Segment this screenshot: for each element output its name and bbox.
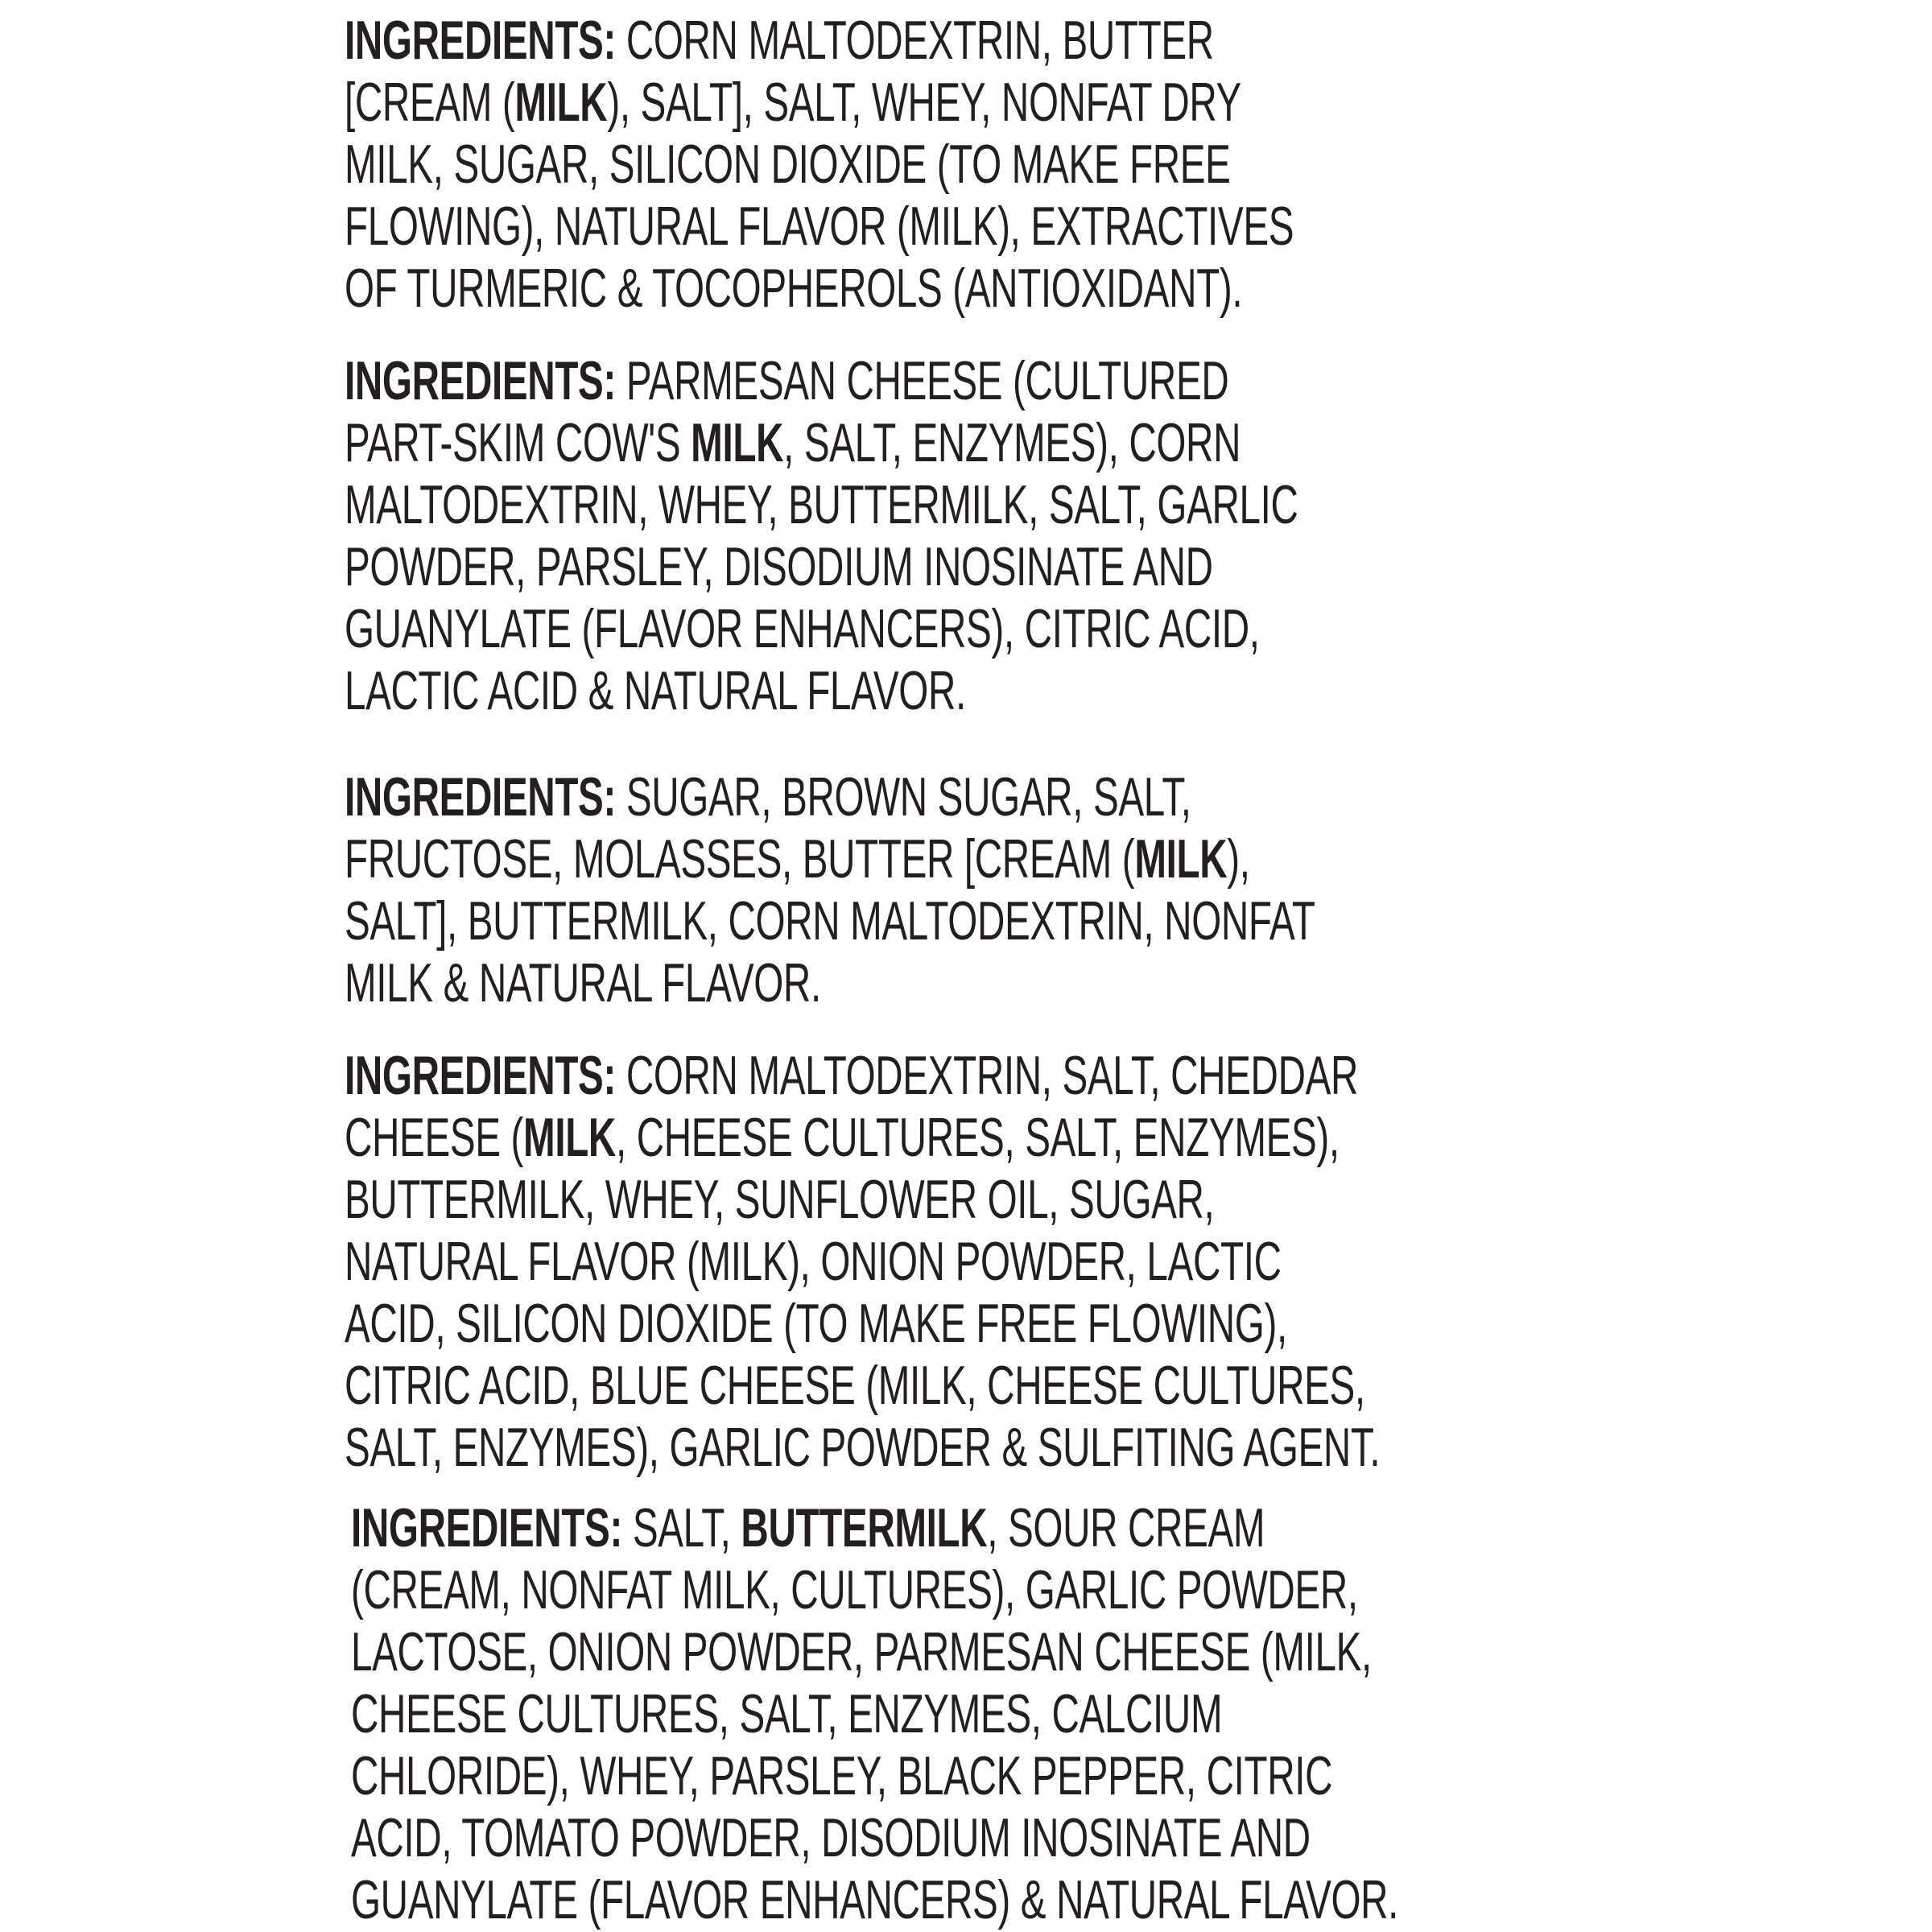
- ingredient-line: [345, 196, 1294, 258]
- text-segment: [CREAM (: [345, 72, 515, 133]
- ingredient-panel-3: [345, 766, 1552, 1014]
- ingredient-line: [351, 1497, 1265, 1559]
- bold-text: INGREDIENTS:: [351, 1497, 622, 1558]
- text-segment: FLOWING), NATURAL FLAVOR (MILK), EXTRACTIVES: [345, 196, 1294, 257]
- bold-text: INGREDIENTS:: [345, 766, 616, 828]
- text-segment: CITRIC ACID, BLUE CHEESE (MILK, CHEESE CULTURES,: [345, 1355, 1365, 1416]
- text-segment: PARMESAN CHEESE (CULTURED: [615, 350, 1229, 411]
- text-segment: SALT, ENZYMES), GARLIC POWDER & SULFITING AGENT.: [345, 1417, 1381, 1478]
- text-segment: POWDER, PARSLEY, DISODIUM INOSINATE AND: [345, 536, 1213, 597]
- ingredient-line: [345, 134, 1231, 196]
- ingredient-line: [345, 350, 1229, 412]
- ingredient-panel-2: [345, 350, 1552, 722]
- text-segment: ACID, TOMATO POWDER, DISODIUM INOSINATE AND: [351, 1807, 1311, 1868]
- text-segment: SALT,: [621, 1497, 741, 1558]
- ingredient-line: [345, 1231, 1282, 1293]
- text-segment: BUTTERMILK, WHEY, SUNFLOWER OIL, SUGAR,: [345, 1169, 1215, 1230]
- text-segment: CHLORIDE), WHEY, PARSLEY, BLACK PEPPER, CITRIC: [351, 1745, 1333, 1806]
- ingredient-line: [345, 72, 1241, 134]
- ingredient-line: [351, 1807, 1311, 1869]
- ingredient-line: [351, 1621, 1372, 1683]
- ingredient-line: [345, 258, 1243, 320]
- text-segment: CORN MALTODEXTRIN, SALT, CHEDDAR: [615, 1045, 1359, 1106]
- text-segment: SALT], BUTTERMILK, CORN MALTODEXTRIN, NONFAT: [345, 890, 1315, 952]
- ingredient-line: [345, 474, 1298, 536]
- text-segment: ), SALT], SALT, WHEY, NONFAT DRY: [607, 72, 1241, 133]
- ingredient-line: [345, 1107, 1340, 1169]
- ingredient-line: [345, 1355, 1365, 1417]
- text-segment: NATURAL FLAVOR (MILK), ONION POWDER, LACTIC: [345, 1231, 1282, 1292]
- text-segment: SUGAR, BROWN SUGAR, SALT,: [615, 766, 1191, 828]
- bold-text: MILK: [691, 412, 784, 473]
- text-segment: , SOUR CREAM: [987, 1497, 1265, 1558]
- text-segment: FRUCTOSE, MOLASSES, BUTTER [CREAM (: [345, 828, 1135, 890]
- ingredient-line: [345, 536, 1213, 598]
- text-segment: PART-SKIM COW'S: [345, 412, 691, 473]
- bold-text: INGREDIENTS:: [345, 1045, 616, 1106]
- ingredient-line: [345, 1169, 1215, 1231]
- text-segment: OF TURMERIC & TOCOPHEROLS (ANTIOXIDANT).: [345, 258, 1243, 319]
- ingredient-line: [345, 598, 1260, 660]
- bold-text: INGREDIENTS:: [345, 350, 616, 411]
- text-segment: LACTOSE, ONION POWDER, PARMESAN CHEESE (MILK,: [351, 1621, 1372, 1682]
- ingredient-line: [345, 766, 1190, 828]
- ingredient-line: [345, 1293, 1287, 1355]
- ingredient-line: [351, 1869, 1399, 1931]
- bold-text: BUTTERMILK: [741, 1497, 988, 1558]
- text-segment: GUANYLATE (FLAVOR ENHANCERS), CITRIC ACID,: [345, 598, 1260, 659]
- bold-text: MILK: [1134, 828, 1228, 890]
- text-segment: ACID, SILICON DIOXIDE (TO MAKE FREE FLOWING),: [345, 1293, 1287, 1354]
- text-segment: MILK, SUGAR, SILICON DIOXIDE (TO MAKE FREE: [345, 134, 1231, 195]
- bold-text: MILK: [514, 72, 608, 133]
- ingredient-line: [345, 1045, 1359, 1107]
- ingredient-panel-1: [345, 10, 1552, 320]
- ingredient-line: [345, 412, 1241, 474]
- ingredient-line: [345, 828, 1250, 890]
- ingredient-line: [351, 1559, 1358, 1621]
- ingredient-line: [345, 10, 1214, 72]
- text-segment: CHEESE (: [345, 1107, 524, 1168]
- text-segment: MALTODEXTRIN, WHEY, BUTTERMILK, SALT, GARLIC: [345, 474, 1298, 535]
- ingredient-line: [351, 1745, 1333, 1807]
- ingredient-panel-4: [345, 1045, 1552, 1479]
- ingredient-panel-5: [351, 1497, 1558, 1931]
- bold-text: INGREDIENTS:: [345, 10, 616, 71]
- ingredient-line: [345, 660, 1190, 722]
- text-segment: CORN MALTODEXTRIN, BUTTER: [615, 10, 1214, 71]
- text-segment: (CREAM, NONFAT MILK, CULTURES), GARLIC POWDER,: [351, 1559, 1358, 1620]
- bold-text: MILK: [523, 1107, 616, 1168]
- ingredient-line: [345, 952, 1190, 1014]
- text-segment: ),: [1227, 828, 1250, 890]
- text-segment: MILK & NATURAL FLAVOR.: [345, 952, 821, 1013]
- text-segment: , SALT, ENZYMES), CORN: [783, 412, 1241, 473]
- text-segment: CHEESE CULTURES, SALT, ENZYMES, CALCIUM: [351, 1683, 1223, 1744]
- ingredient-line: [351, 1683, 1223, 1745]
- text-segment: LACTIC ACID & NATURAL FLAVOR.: [345, 660, 966, 721]
- ingredient-line: [345, 1417, 1381, 1479]
- text-segment: GUANYLATE (FLAVOR ENHANCERS) & NATURAL FLAVOR.: [351, 1869, 1399, 1930]
- text-segment: , CHEESE CULTURES, SALT, ENZYMES),: [615, 1107, 1340, 1168]
- ingredient-line: [345, 890, 1315, 952]
